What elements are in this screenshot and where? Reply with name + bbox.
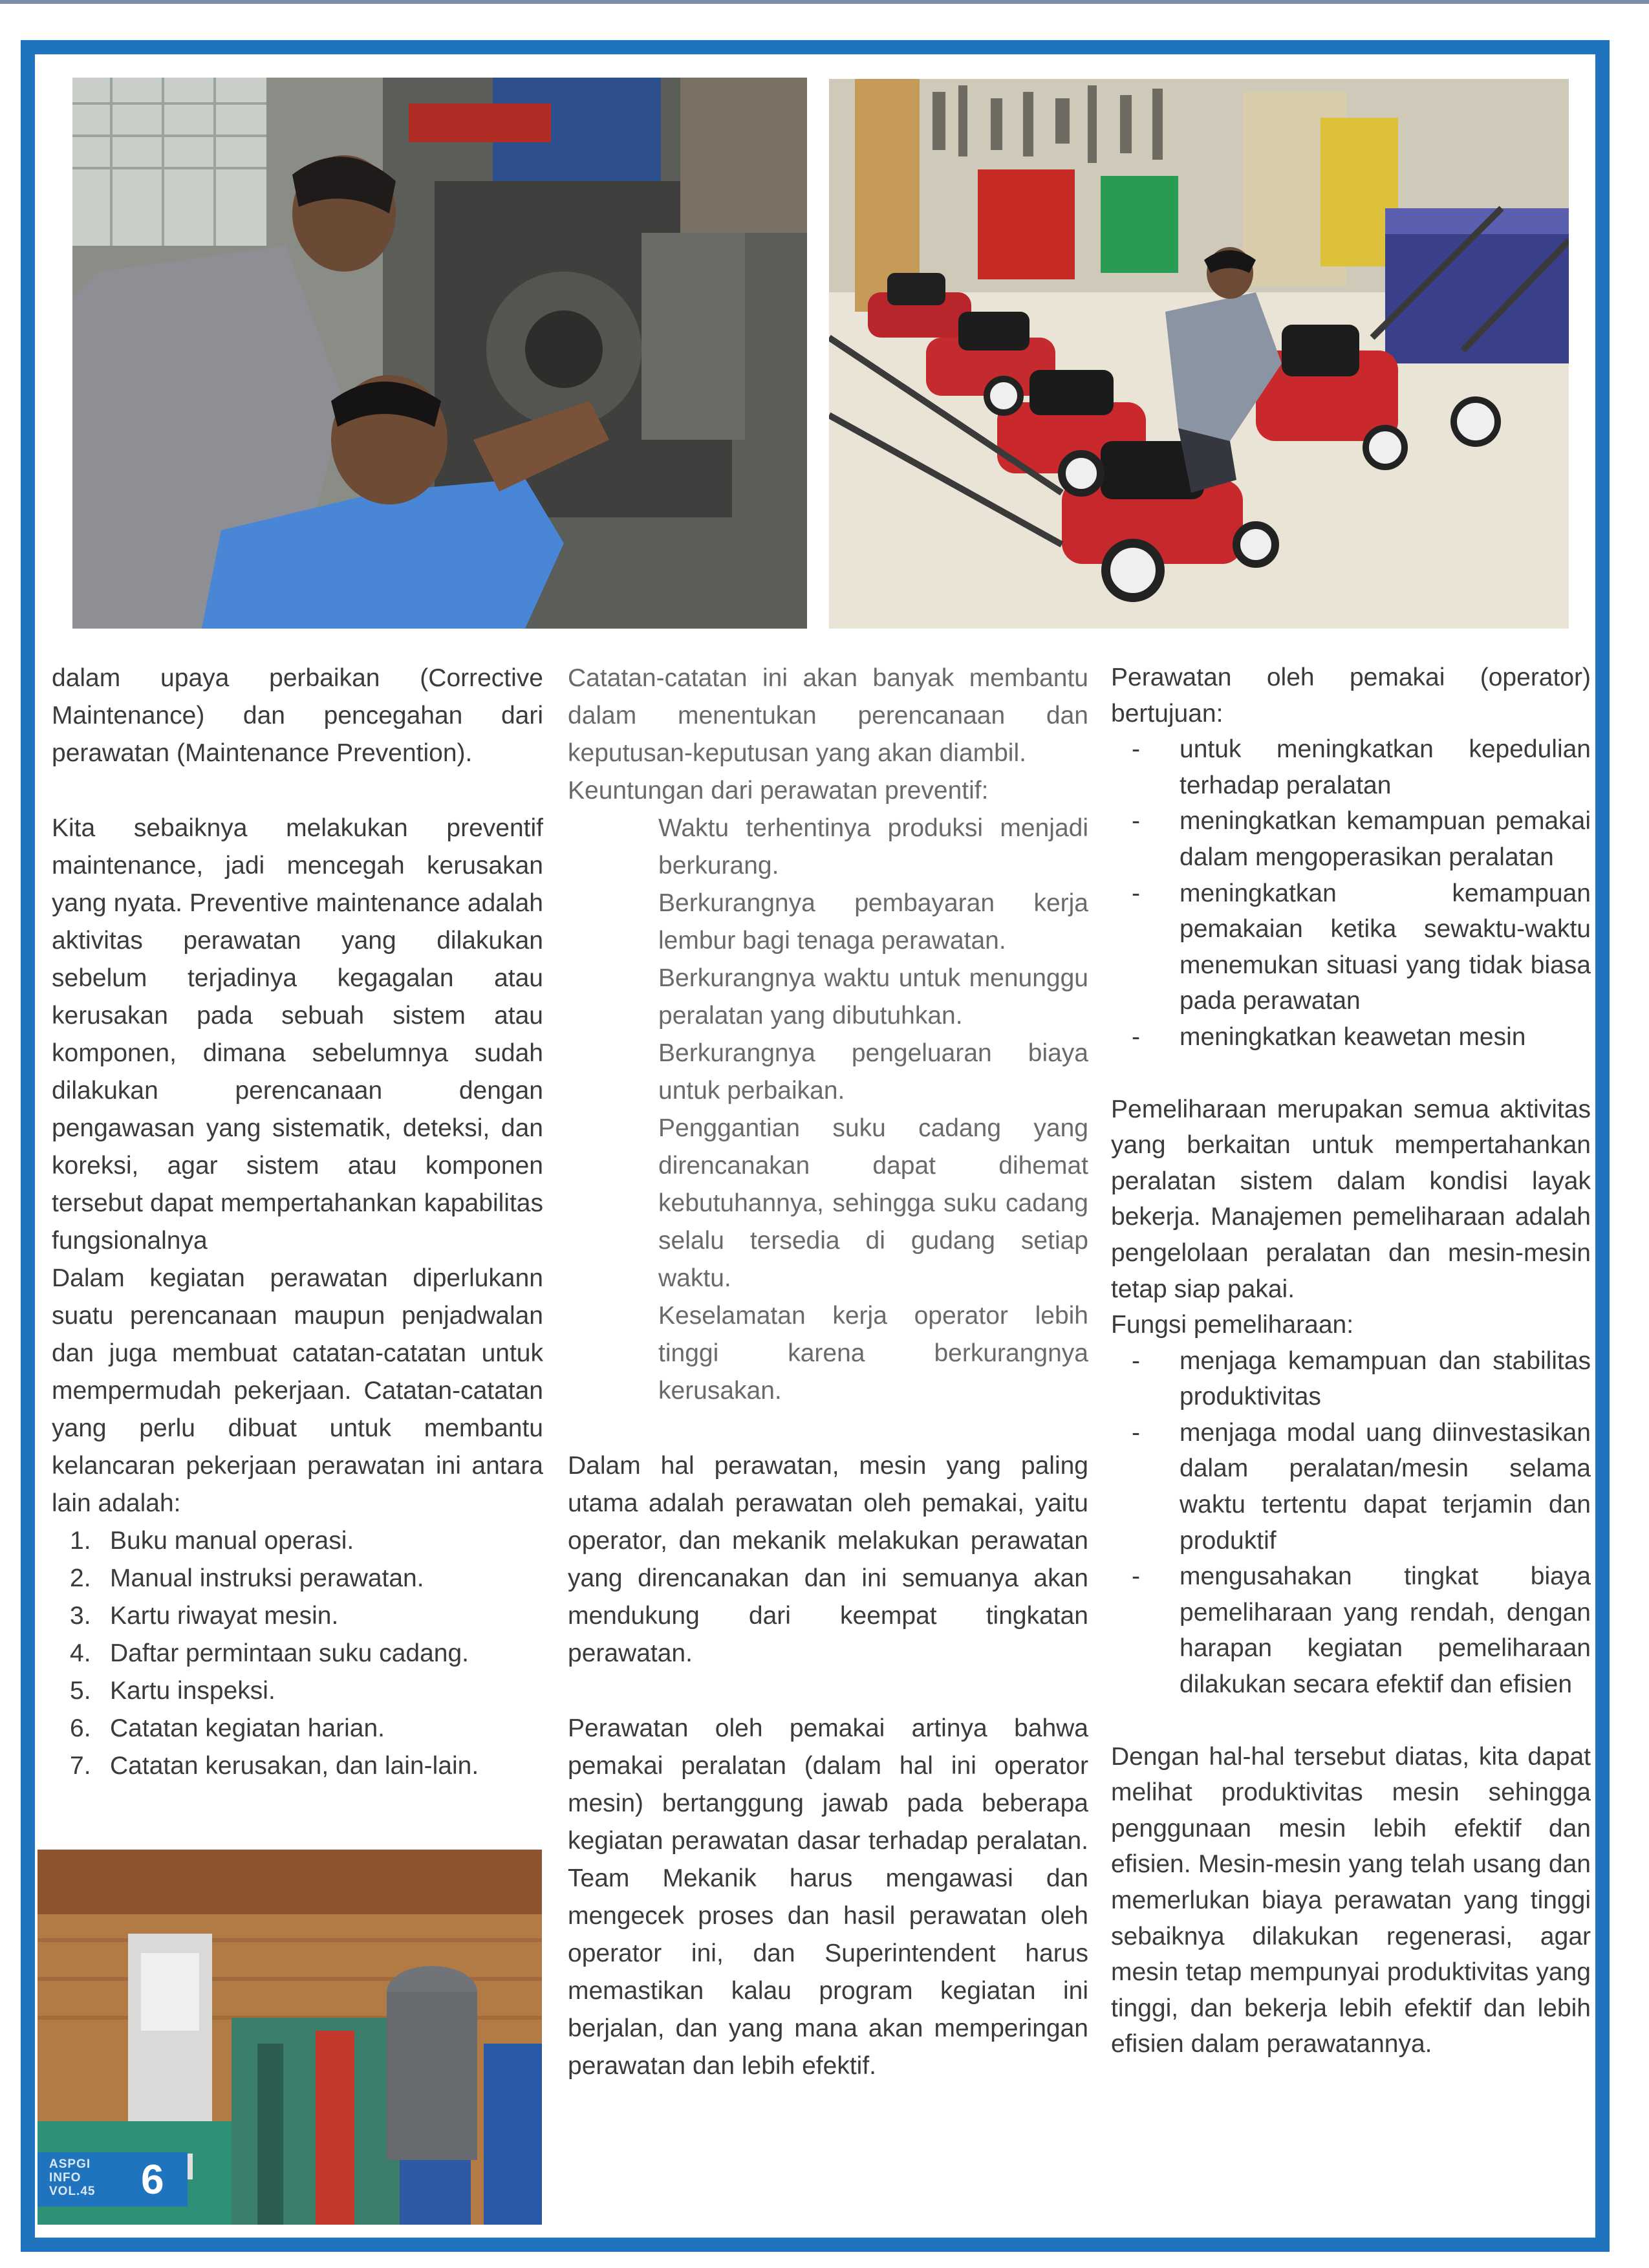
- functions-heading: Fungsi pemeliharaan:: [1111, 1311, 1354, 1339]
- photo-workshop-mowers: [829, 79, 1569, 629]
- text-column-2: [568, 660, 1088, 2085]
- records-list: [52, 1522, 543, 1785]
- paragraph-user-responsibility: Perawatan oleh pemakai artinya bahwa pemakai peralatan (dalam hal ini operator mesin) bertanggung jawab pada beberapa kegiatan perawatan dasar terhadap peralatan. Team Mekanik harus mengawasi dan mengecek proses dan hasil perawatan oleh operator ini, dan Superintendent harus memastikan kalau program kegiatan ini berjalan, dan yang mana akan memperingan perawatan dan lebih efektif.: [568, 1714, 1088, 2080]
- badge-publication: ASPGI: [49, 2157, 91, 2171]
- page-badge: [38, 2152, 188, 2207]
- list-item: - menjaga kemampuan dan stabilitas produktivitas: [1132, 1346, 1591, 1411]
- paragraph-records-benefit: Catatan-catatan ini akan banyak membantu dalam menentukan perencanaan dan keputusan-keputusan yang akan diambil.: [568, 664, 1088, 767]
- benefit-item: Keselamatan kerja operator lebih tinggi karena berkurangnya kerusakan.: [658, 1302, 1088, 1405]
- top-rule: [0, 0, 1649, 4]
- list-item: 6. Catatan kegiatan harian.: [70, 1714, 385, 1742]
- paragraph-operator-maintenance: Dalam hal perawatan, mesin yang paling utama adalah perawatan oleh pemakai, yaitu operator, dan mekanik melakukan perawatan yang direncanakan dan ini semuanya akan mendukung dari keempat tingkatan perawatan.: [568, 1452, 1088, 1667]
- list-item: - untuk meningkatkan kepedulian terhadap peralatan: [1132, 735, 1591, 799]
- benefit-item: Penggantian suku cadang yang direncanakan dapat dihemat kebutuhannya, sehingga suku cadang selalu tersedia di gudang setiap waktu.: [658, 1114, 1088, 1292]
- benefits-list: [568, 810, 1088, 1410]
- list-item: - meningkatkan kemampuan pemakaian ketika sewaktu-waktu menemukan situasi yang tidak biasa pada perawatan: [1132, 879, 1591, 1015]
- list-item: - meningkatkan keawetan mesin: [1132, 1022, 1526, 1051]
- benefits-heading: Keuntungan dari perawatan preventif:: [568, 777, 989, 805]
- text-column-3: [1111, 660, 1591, 2062]
- goals-heading: Perawatan oleh pemakai (operator) bertujuan:: [1111, 664, 1591, 728]
- benefit-item: Berkurangnya pengeluaran biaya untuk perbaikan.: [658, 1039, 1088, 1105]
- list-item: 2. Manual instruksi perawatan.: [70, 1564, 424, 1592]
- benefit-item: Berkurangnya pembayaran kerja lembur bagi tenaga perawatan.: [658, 889, 1088, 955]
- benefit-item: Berkurangnya waktu untuk menunggu peralatan yang dibutuhkan.: [658, 964, 1088, 1030]
- text-column-1: [52, 660, 543, 1785]
- goals-list: [1111, 731, 1591, 1055]
- paragraph-records-intro: Dalam kegiatan perawatan diperlukann suatu perencanaan maupun penjadwalan dan juga membuat catatan-catatan untuk mempermudah pekerjaan. Catatan-catatan yang perlu dibuat untuk membantu kelancaran pekerjaan perawatan ini antara lain adalah:: [52, 1264, 543, 1517]
- paragraph-maintenance-definition: Pemeliharaan merupakan semua aktivitas yang berkaitan untuk mempertahankan peralatan sistem dalam kondisi layak bekerja. Manajemen pemeliharaan adalah pengelolaan peralatan dan mesin-mesin tetap siap pakai.: [1111, 1095, 1591, 1303]
- photo-mechanics-engine: [72, 78, 807, 629]
- list-item: - meningkatkan kemampuan pemakai dalam mengoperasikan peralatan: [1132, 807, 1591, 871]
- paragraph-maintenance-intro: dalam upaya perbaikan (Corrective Maintenance) dan pencegahan dari perawatan (Maintenance Prevention).: [52, 664, 543, 767]
- list-item: 5. Kartu inspeksi.: [70, 1677, 275, 1705]
- list-item: 1. Buku manual operasi.: [70, 1527, 354, 1555]
- badge-volume: VOL.45: [49, 2185, 96, 2198]
- list-item: 7. Catatan kerusakan, dan lain-lain.: [70, 1752, 479, 1780]
- list-item: - mengusahakan tingkat biaya pemeliharaan yang rendah, dengan harapan kegiatan pemeliharaan dilakukan secara efektif dan efisien: [1132, 1562, 1591, 1699]
- list-item: 4. Daftar permintaan suku cadang.: [70, 1639, 469, 1667]
- benefit-item: Waktu terhentinya produksi menjadi berkurang.: [658, 814, 1088, 880]
- badge-info: INFO: [49, 2171, 81, 2185]
- paragraph-conclusion: Dengan hal-hal tersebut diatas, kita dapat melihat produktivitas mesin sehingga penggunaan mesin lebih efektif dan efisien. Mesin-mesin yang telah usang dan memerlukan biaya perawatan yang tinggi sebaiknya dilakukan regenerasi, agar mesin tetap mempunyai produktivitas yang tinggi, dan bekerja lebih efektif dan lebih efisien dalam perawatannya.: [1111, 1742, 1591, 2058]
- functions-list: [1111, 1343, 1591, 1703]
- list-item: 3. Kartu riwayat mesin.: [70, 1602, 339, 1630]
- paragraph-preventive-maintenance: Kita sebaiknya melakukan preventif maintenance, jadi mencegah kerusakan yang nyata. Preventive maintenance adalah aktivitas perawatan yang dilakukan sebelum terjadinya kegagalan atau kerusakan pada sebuah sistem atau komponen, dimana sebelumnya sudah dilakukan perencanaan dengan pengawasan yang sistematik, deteksi, dan koreksi, agar sistem atau komponen tersebut dapat mempertahankan kapabilitas fungsionalnya: [52, 814, 543, 1255]
- list-item: - menjaga modal uang diinvestasikan dalam peralatan/mesin selama waktu tertentu dapat terjamin dan produktif: [1132, 1418, 1591, 1555]
- page-number: 6: [141, 2156, 164, 2203]
